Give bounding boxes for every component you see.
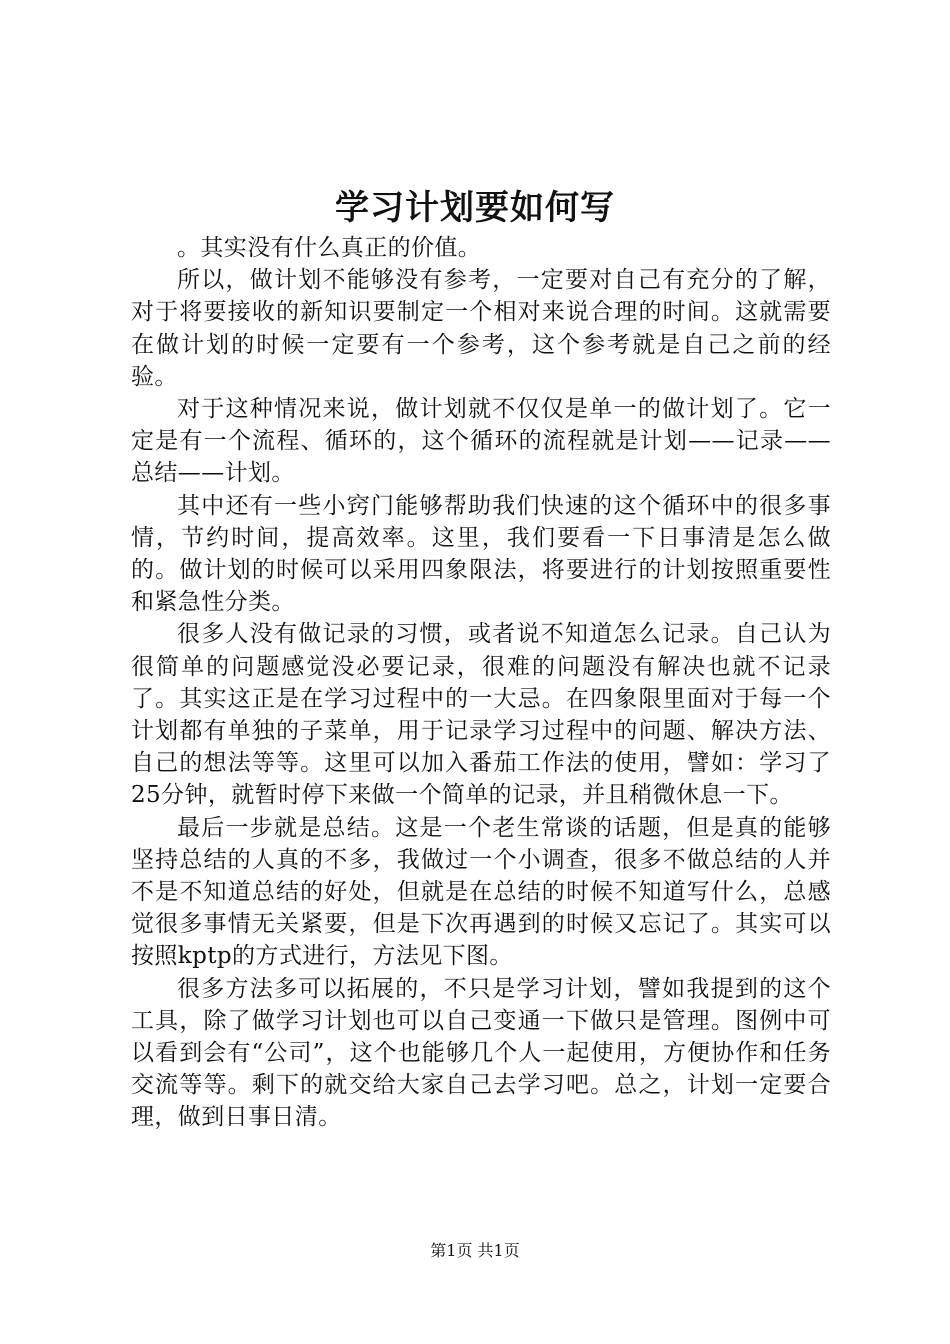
paragraph: 最后一步就是总结。这是一个老生常谈的话题，但是真的能够坚持总结的人真的不多，我做过一个小调查，很多不做总结的人并不是不知道总结的好处，但就是在总结的时候不知道写什么，总感觉很多事情无关紧要，但是下次再遇到的时候又忘记了。其实可以按照kptp的方式进行，方法见下图。 [131, 814, 831, 970]
paragraph: 很多方法多可以拓展的，不只是学习计划，譬如我提到的这个工具，除了做学习计划也可以自己变通一下做只是管理。图例中可以看到会有“公司”，这个也能够几个人一起使用，方便协作和任务交流等等。剩下的就交给大家自己去学习吧。总之，计划一定要合理，做到日事日清。 [131, 975, 831, 1131]
page-number-footer: 第1页 共1页 [430, 1241, 520, 1260]
document-body [131, 232, 831, 1134]
paragraph: 对于这种情况来说，做计划就不仅仅是单一的做计划了。它一定是有一个流程、循环的，这个循环的流程就是计划——记录——总结——计划。 [131, 396, 831, 487]
paragraph: 所以，做计划不能够没有参考，一定要对自己有充分的了解，对于将要接收的新知识要制定一个相对来说合理的时间。这就需要在做计划的时候一定要有一个参考，这个参考就是自己之前的经验。 [131, 267, 831, 390]
paragraph: 。其实没有什么真正的价值。 [177, 235, 482, 261]
document-title: 学习计划要如何写 [335, 188, 615, 228]
paragraph: 其中还有一些小窍门能够帮助我们快速的这个循环中的很多事情，节约时间，提高效率。这里，我们要看一下日事清是怎么做的。做计划的时候可以采用四象限法，将要进行的计划按照重要性和紧急性分类。 [131, 492, 831, 616]
paragraph: 很多人没有做记录的习惯，或者说不知道怎么记录。自己认为很简单的问题感觉没必要记录，很难的问题没有解决也就不记录了。其实这正是在学习过程中的一大忌。在四象限里面对于每一个计划都有单独的子菜单，用于记录学习过程中的问题、解决方法、自己的想法等等。这里可以加入番茄工作法的使用，譬如：学习了25分钟，就暂时停下来做一个简单的记录，并且稍微休息一下。 [131, 621, 831, 809]
